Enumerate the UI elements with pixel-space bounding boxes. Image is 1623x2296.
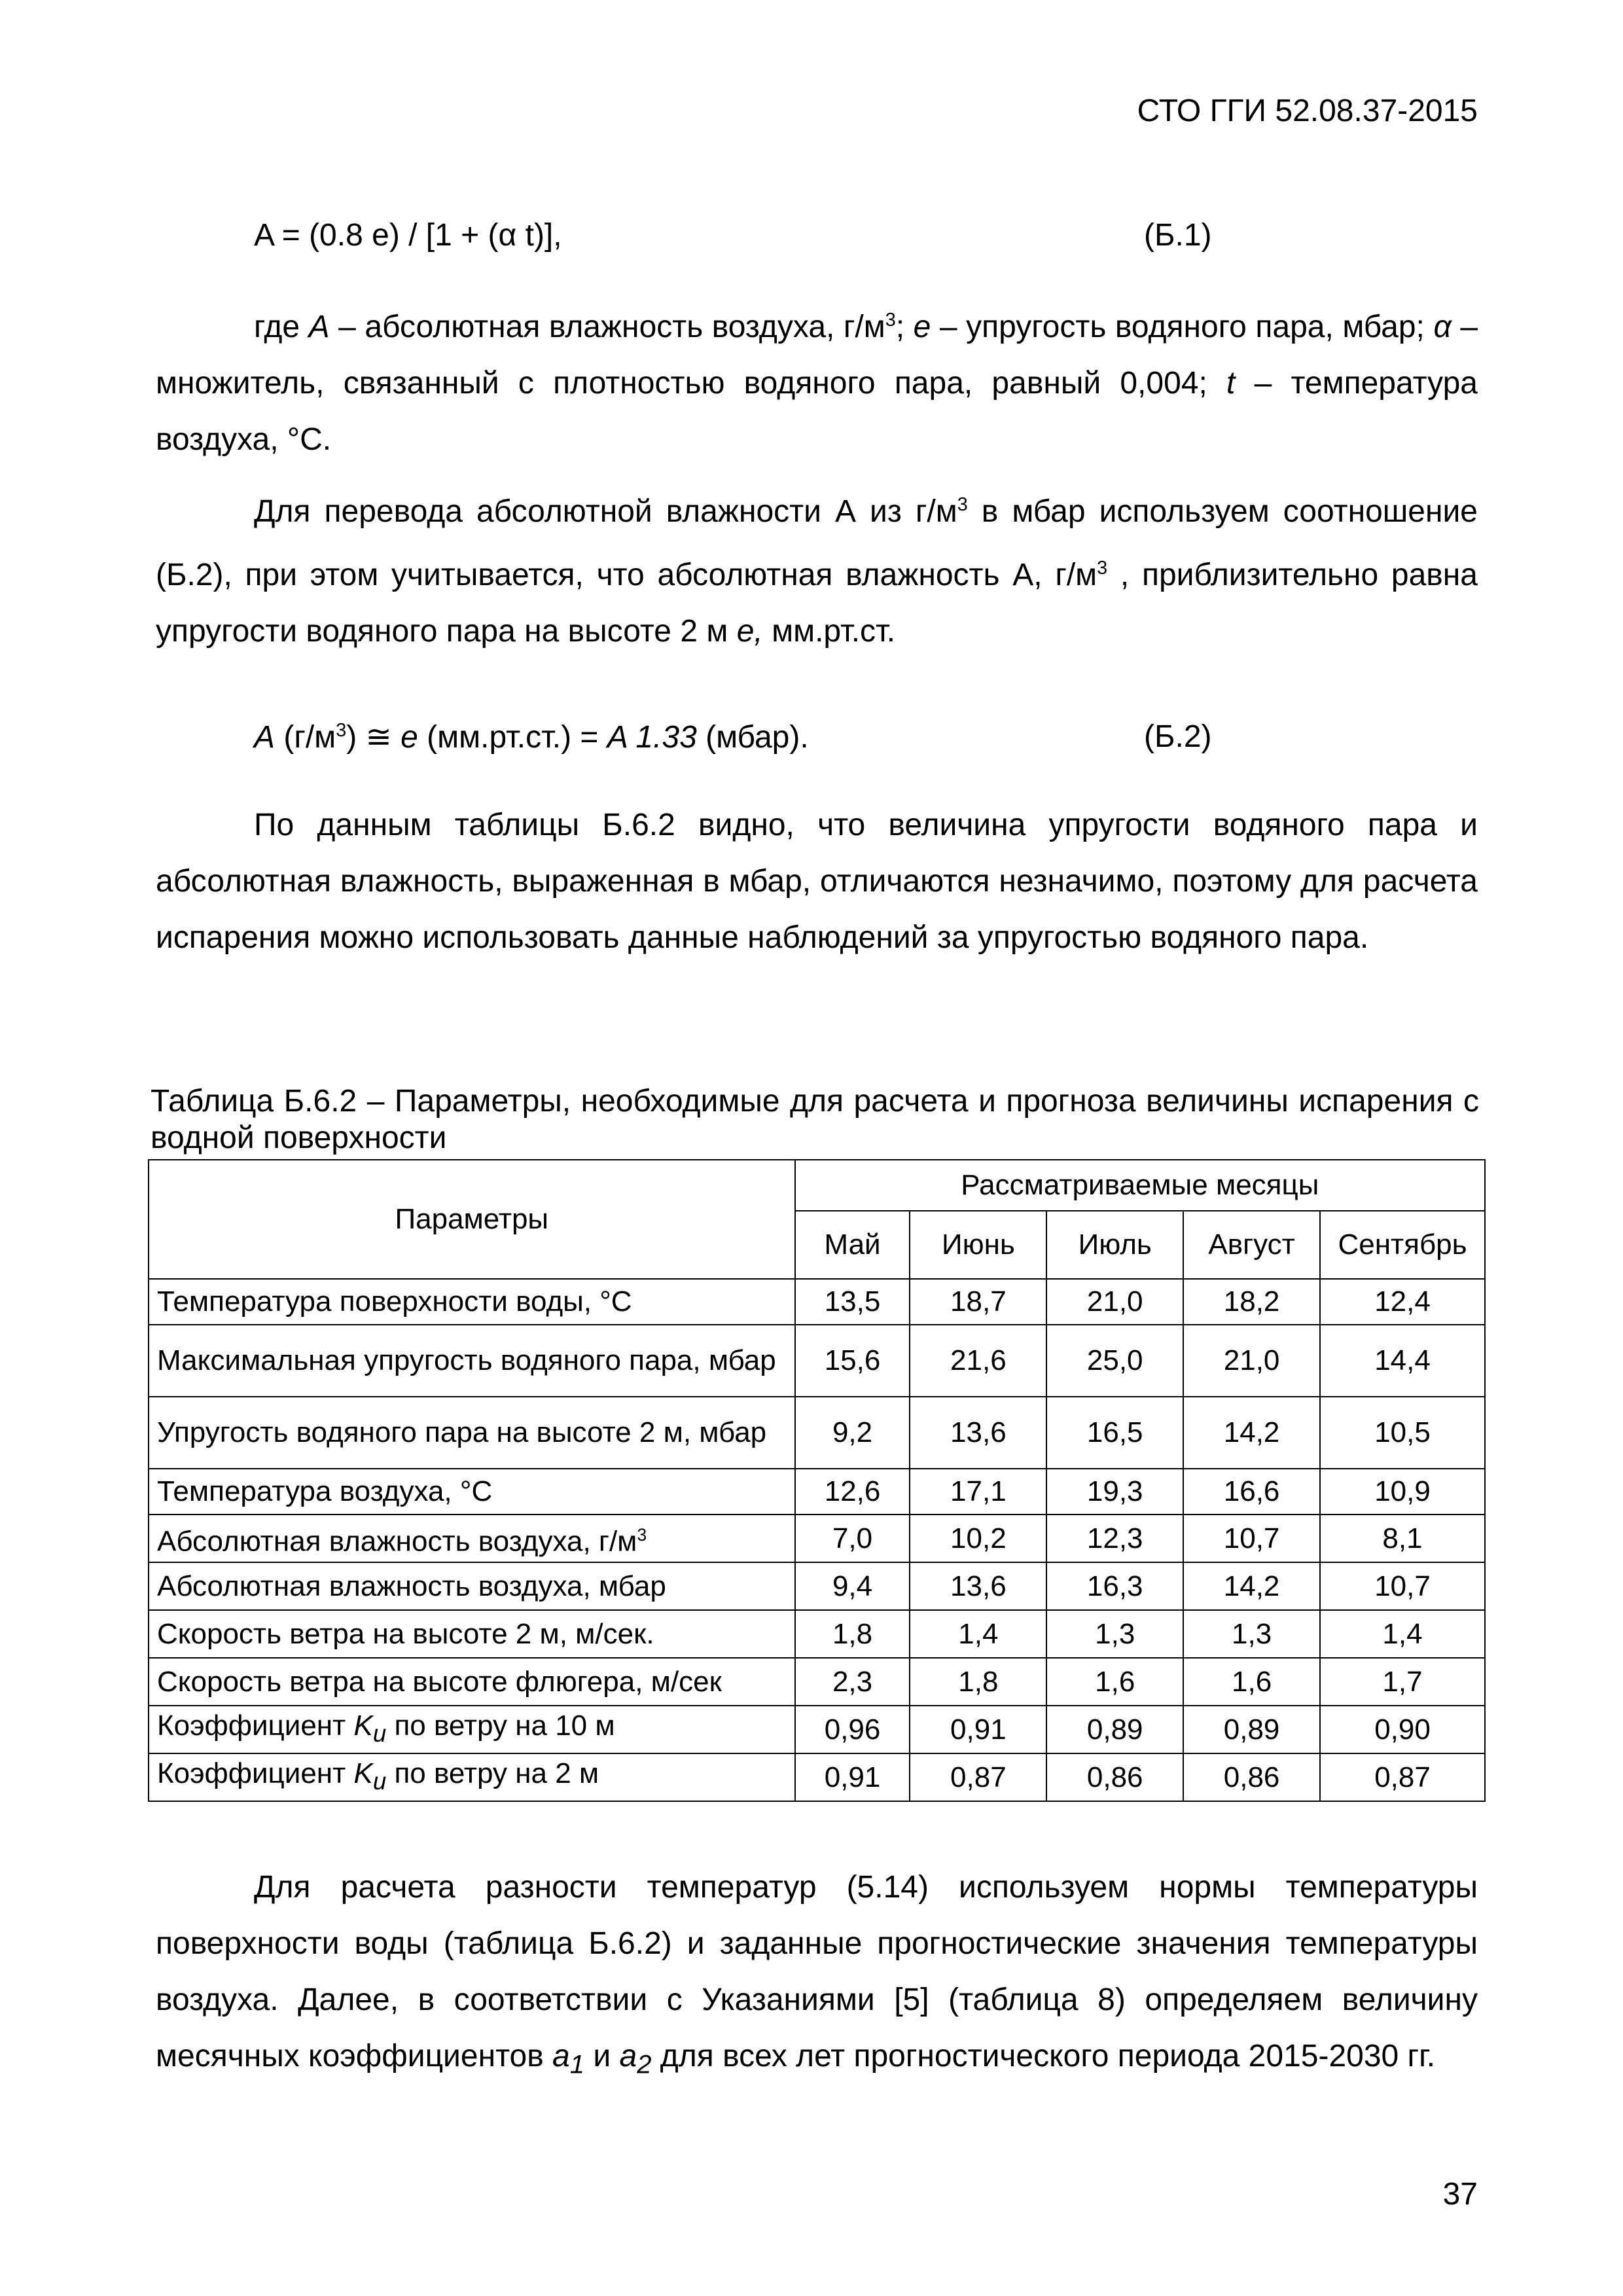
table-cell: 0,87	[910, 1753, 1046, 1801]
table-cell: 12,6	[795, 1469, 910, 1515]
table-cell: 1,8	[910, 1658, 1046, 1706]
table-row	[149, 1562, 1485, 1610]
table-header-months-group: Рассматриваемые месяцы	[795, 1160, 1485, 1211]
table-cell: 0,87	[1320, 1753, 1485, 1801]
page-number: 37	[1442, 2177, 1478, 2212]
table-cell: 0,91	[910, 1706, 1046, 1753]
parameters-table	[148, 1159, 1486, 1802]
table-row	[149, 1753, 1485, 1801]
table-cell: 18,7	[910, 1279, 1046, 1325]
row-label: Абсолютная влажность воздуха, мбар	[149, 1562, 795, 1610]
table-cell: 1,4	[910, 1610, 1046, 1658]
table-cell: 16,6	[1183, 1469, 1320, 1515]
table-cell: 19,3	[1046, 1469, 1183, 1515]
table-cell: 14,2	[1183, 1397, 1320, 1469]
table-cell: 10,9	[1320, 1469, 1485, 1515]
table-header-month: Июль	[1046, 1211, 1183, 1279]
row-label: Коэффициент $K_u$ по ветру на 10 м	[149, 1706, 795, 1753]
paragraph-table-note: По данным таблицы Б.6.2 видно, что величина упругости водяного пара и абсолютная влажность, выраженная в мбар, отличаются незначимо, поэтому для расчета испарения можно использовать данные наблюдений за упругостью водяного пара.	[156, 808, 1478, 955]
table-cell: 16,5	[1046, 1397, 1183, 1469]
table-cell: 17,1	[910, 1469, 1046, 1515]
table-cell: 0,91	[795, 1753, 910, 1801]
table-row	[149, 1706, 1485, 1753]
formula-b2-number: (Б.2)	[1144, 719, 1212, 754]
table-cell: 0,90	[1320, 1706, 1485, 1753]
formula-b2: A $(г/м^3)$ ≅ e (мм.рт.ст.) = A 1.33 (мбар).	[254, 720, 809, 755]
table-cell: 1,4	[1320, 1610, 1485, 1658]
row-label: Упругость водяного пара на высоте 2 м, мбар	[149, 1397, 795, 1469]
table-cell: 9,2	[795, 1397, 910, 1469]
table-cell: 9,4	[795, 1562, 910, 1610]
table-cell: 21,0	[1046, 1279, 1183, 1325]
row-label: Температура поверхности воды, °С	[149, 1279, 795, 1325]
table-cell: 0,86	[1183, 1753, 1320, 1801]
table-cell: 21,6	[910, 1325, 1046, 1397]
table-cell: 15,6	[795, 1325, 910, 1397]
row-label: Абсолютная влажность воздуха, $г/м^3$	[149, 1515, 795, 1562]
row-label: Скорость ветра на высоте флюгера, м/сек	[149, 1658, 795, 1706]
table-cell: 14,4	[1320, 1325, 1485, 1397]
table-row	[149, 1469, 1485, 1515]
table-cell: 0,86	[1046, 1753, 1183, 1801]
table-cell: 16,3	[1046, 1562, 1183, 1610]
table-cell: 0,96	[795, 1706, 910, 1753]
table-cell: 25,0	[1046, 1325, 1183, 1397]
table-cell: 14,2	[1183, 1562, 1320, 1610]
table-row	[149, 1515, 1485, 1562]
table-row	[149, 1279, 1485, 1325]
paragraph-conversion: Для перевода абсолютной влажности А из $г/м^3$ в мбар используем соотношение (Б.2), при этом учитывается, что абсолютная влажность А, $г/м^3$ , приблизительно равна упругости водяного пара на высоте 2 м e, мм.рт.ст.	[156, 494, 1478, 649]
table-cell: 1,6	[1183, 1658, 1320, 1706]
table-cell: 13,6	[910, 1562, 1046, 1610]
table-cell: 1,3	[1046, 1610, 1183, 1658]
table-cell: 10,5	[1320, 1397, 1485, 1469]
table-cell: 1,3	[1183, 1610, 1320, 1658]
table-cell: 12,4	[1320, 1279, 1485, 1325]
table-caption: Таблица Б.6.2 – Параметры, необходимые для расчета и прогноза величины испарения с водной поверхности	[151, 1084, 1479, 1155]
table-header-month: Август	[1183, 1211, 1320, 1279]
table-cell: 8,1	[1320, 1515, 1485, 1562]
table-row	[149, 1325, 1485, 1397]
row-label: Температура воздуха, °С	[149, 1469, 795, 1515]
row-label: Коэффициент $K_u$ по ветру на 2 м	[149, 1753, 795, 1801]
table-header-month: Сентябрь	[1320, 1211, 1485, 1279]
table-cell: 13,5	[795, 1279, 910, 1325]
paragraph-temperature-difference: Для расчета разности температур (5.14) используем нормы температуры поверхности воды (таблица Б.6.2) и заданные прогностические значения температуры воздуха. Далее, в соответствии с Указаниями [5] (таблица 8) определяем величину месячных коэффициентов $a_1$ и $a_2$ для всех лет прогностического периода 2015-2030 гг.	[156, 1870, 1478, 2079]
table-cell: 12,3	[1046, 1515, 1183, 1562]
table-cell: 0,89	[1183, 1706, 1320, 1753]
table-header-month: Май	[795, 1211, 910, 1279]
formula-b1-number: (Б.1)	[1144, 218, 1212, 253]
document-code-header: СТО ГГИ 52.08.37-2015	[1137, 94, 1478, 128]
table-cell: 7,0	[795, 1515, 910, 1562]
table-header-parameters: Параметры	[149, 1160, 795, 1279]
row-label: Скорость ветра на высоте 2 м, м/сек.	[149, 1610, 795, 1658]
table-row	[149, 1610, 1485, 1658]
formula-b1: A = (0.8 e) / [1 + (α t)],	[254, 218, 562, 253]
table-row	[149, 1397, 1485, 1469]
table-cell: 1,6	[1046, 1658, 1183, 1706]
table-cell: 1,7	[1320, 1658, 1485, 1706]
table-cell: 0,89	[1046, 1706, 1183, 1753]
table-cell: 13,6	[910, 1397, 1046, 1469]
paragraph-definitions: где A – абсолютная влажность воздуха, $г/м^3$; e – упругость водяного пара, мбар; α – множитель, связанный с плотностью водяного пара, равный 0,004; t – температура воздуха, °С.	[156, 310, 1478, 457]
table-header-month: Июнь	[910, 1211, 1046, 1279]
table-cell: 10,2	[910, 1515, 1046, 1562]
table-cell: 18,2	[1183, 1279, 1320, 1325]
table-row	[149, 1658, 1485, 1706]
table-cell: 21,0	[1183, 1325, 1320, 1397]
table-cell: 10,7	[1320, 1562, 1485, 1610]
table-cell: 10,7	[1183, 1515, 1320, 1562]
table-cell: 1,8	[795, 1610, 910, 1658]
row-label: Максимальная упругость водяного пара, мбар	[149, 1325, 795, 1397]
table-cell: 2,3	[795, 1658, 910, 1706]
